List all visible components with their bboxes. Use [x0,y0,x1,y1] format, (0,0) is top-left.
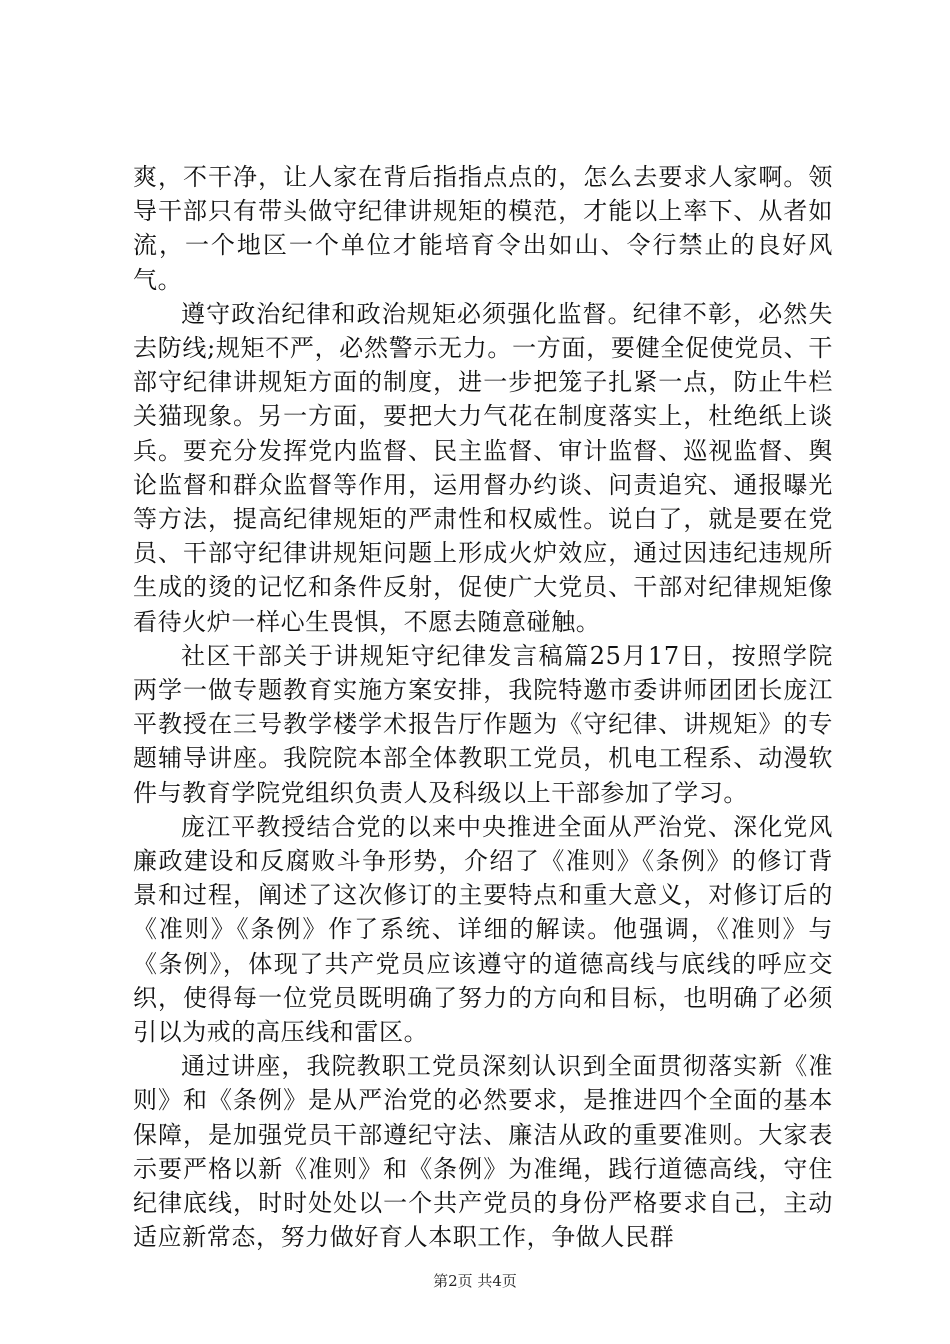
paragraph-supervision: 遵守政治纪律和政治规矩必须强化监督。纪律不彰，必然失去防线;规矩不严，必然警示无力。一方面，要健全促使党员、干部守纪律讲规矩方面的制度，进一步把笼子扎紧一点，防止牛栏关猫现象。另一方面，要把大力气花在制度落实上，杜绝纸上谈兵。要充分发挥党内监督、民主监督、审计监督、巡视监督、舆论监督和群众监督等作用，运用督办约谈、问责追究、通报曝光等方法，提高纪律规矩的严肃性和权威性。说白了，就是要在党员、干部守纪律讲规矩问题上形成火炉效应，通过因违纪违规所生成的烫的记忆和条件反射，促使广大党员、干部对纪律规矩像看待火炉一样心生畏惧，不愿去随意碰触。 [133,299,833,636]
document-body [133,160,833,1255]
paragraph-lecture-intro: 社区干部关于讲规矩守纪律发言稿篇25月17日，按照学院两学一做专题教育实施方案安排，我院特邀市委讲师团团长庞江平教授在三号教学楼学术报告厅作题为《守纪律、讲规矩》的专题辅导讲座。我院院本部全体教职工党员，机电工程系、动漫软件与教育学院党组织负责人及科级以上干部参加了学习。 [133,641,833,807]
paragraph-lecture-outcome: 通过讲座，我院教职工党员深刻认识到全面贯彻落实新《准则》和《条例》是从严治党的必然要求，是推进四个全面的基本保障，是加强党员干部遵纪守法、廉洁从政的重要准则。大家表示要严格以新《准则》和《条例》为准绳，践行道德高线，守住纪律底线，时时处处以一个共产党员的身份严格要求自己，主动适应新常态，努力做好育人本职工作，争做人民群 [133,1052,833,1252]
page-number-footer: 第2页 共4页 [433,1272,517,1290]
paragraph-lecture-content: 庞江平教授结合党的以来中央推进全面从严治党、深化党风廉政建设和反腐败斗争形势，介绍了《准则》《条例》的修订背景和过程，阐述了这次修订的主要特点和重大意义，对修订后的《准则》《条例》作了系统、详细的解读。他强调，《准则》与《条例》，体现了共产党员应该遵守的道德高线与底线的呼应交织，使得每一位党员既明确了努力的方向和目标，也明确了必须引以为戒的高压线和雷区。 [133,812,833,1047]
paragraph-continuation: 爽，不干净，让人家在背后指指点点的，怎么去要求人家啊。领导干部只有带头做守纪律讲规矩的模范，才能以上率下、从者如流，一个地区一个单位才能培育令出如山、令行禁止的良好风气。 [133,163,833,294]
